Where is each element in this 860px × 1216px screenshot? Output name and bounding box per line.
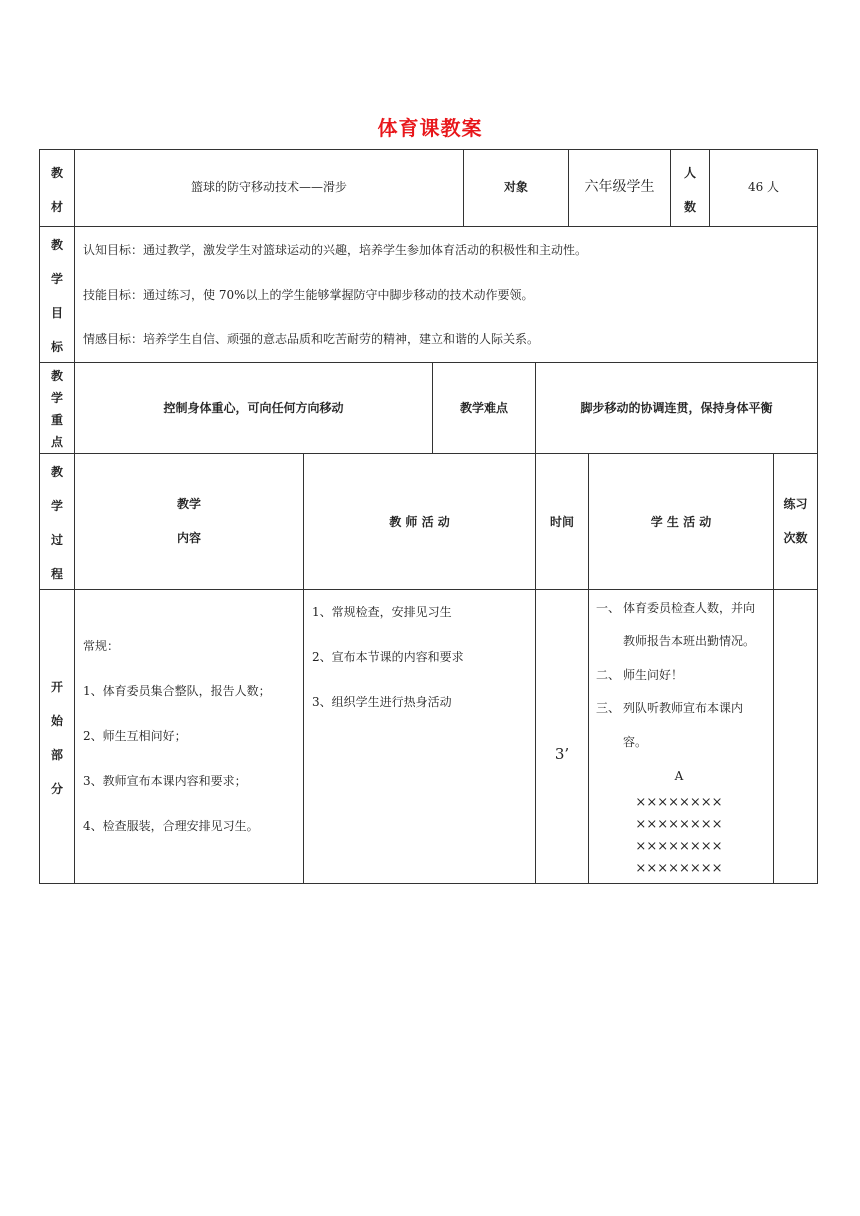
student-item-line: 教师报告本班出勤情况。 [623,634,756,648]
row4-label-char: 过 [50,533,63,547]
row1-label-char: 材 [50,200,63,214]
row4-label-cell [39,453,75,590]
content-header-cell [75,453,304,590]
page-title: 体育课教案 [377,116,483,140]
start-time-cell [536,590,589,884]
object-label: 对象 [503,180,528,194]
row4-label-char: 学 [50,499,63,513]
practice-header-line: 次数 [783,531,808,545]
formation-label: A [674,769,684,783]
student-header-cell [589,453,774,590]
row4-label-char: 程 [50,567,63,581]
student-item-line: 列队听教师宣布本课内 [623,701,744,715]
content-header-line: 教学 [176,497,201,511]
goal-cognitive: 认知目标：通过教学，激发学生对篮球运动的兴趣，培养学生参加体育活动的积极性和主动性。 [83,243,588,257]
start-student-cell [589,590,774,884]
difficulty-label: 教学难点 [459,401,508,415]
time-header-cell [536,453,589,590]
row2-label-cell [39,226,75,363]
row5-label-char: 部 [50,748,63,762]
teacher-activity-line: 3、组织学生进行热身活动 [312,695,452,709]
row2-label-char: 教 [50,238,63,252]
row2-label-char: 目 [50,306,63,320]
count-label-char: 人 [683,166,696,180]
count-label-cell [671,149,710,227]
row3-label-char: 点 [50,435,63,449]
key-point-cell [75,363,433,454]
teacher-header-cell [304,453,536,590]
row5-label-char: 始 [50,714,63,728]
student-item-num: 二、 [596,668,621,682]
object-label-cell [464,149,569,227]
start-content-line: 常规： [83,639,120,653]
count-label-char: 数 [683,200,696,214]
difficulty-cell [536,363,818,454]
difficulty-text: 脚步移动的协调连贯，保持身体平衡 [580,401,773,415]
student-item-num: 一、 [596,601,621,615]
row4-label-char: 教 [50,465,63,479]
row3-label-char: 学 [50,391,63,405]
start-content-line: 3、教师宣布本课内容和要求； [83,774,247,788]
object-value-cell [569,149,671,227]
row5-label-char: 分 [50,782,63,796]
start-time: 3’ [554,745,570,763]
student-item-line: 容。 [623,735,648,749]
formation-row: ×××××××× [635,817,723,832]
student-header: 学 生 活 动 [650,515,712,529]
start-content-line: 4、检查服装，合理安排见习生。 [83,819,259,833]
row5-label-cell [39,590,75,884]
count-value-cell [710,149,818,227]
material-text: 篮球的防守移动技术——滑步 [190,180,347,194]
time-header: 时间 [549,515,574,529]
row2-label-char: 标 [50,340,63,354]
row1-label-char: 教 [50,166,63,180]
teacher-header: 教 师 活 动 [389,515,450,529]
goals-cell [75,226,818,363]
formation-row: ×××××××× [635,861,723,876]
row5-label-char: 开 [50,680,63,694]
row3-label-cell [39,363,75,454]
material-cell [75,149,464,227]
object-value: 六年级学生 [584,179,655,195]
student-item-line: 师生问好！ [623,668,684,682]
practice-header-line: 练习 [783,497,808,511]
formation-row: ×××××××× [635,795,723,810]
start-content-cell [75,590,304,884]
goal-skill: 技能目标：通过练习，使 70%以上的学生能够掌握防守中脚步移动的技术动作要领。 [83,288,534,302]
start-practice-cell [774,590,818,884]
teacher-activity-line: 2、宣布本节课的内容和要求 [312,650,464,664]
start-teacher-cell [304,590,536,884]
row2-label-char: 学 [50,272,63,286]
content-header-line: 内容 [176,531,201,545]
student-item-line: 体育委员检查人数，并向 [623,601,756,615]
start-content-line: 1、体育委员集合整队，报告人数； [83,684,271,698]
formation-row: ×××××××× [635,839,723,854]
count-value: 46 人 [747,180,780,194]
goal-emotion: 情感目标：培养学生自信、顽强的意志品质和吃苦耐劳的精神，建立和谐的人际关系。 [83,332,540,346]
student-item-num: 三、 [596,701,621,715]
row3-label-char: 教 [50,369,63,383]
key-point-text: 控制身体重心，可向任何方向移动 [163,401,344,415]
row1-label-cell [39,149,75,227]
practice-header-cell [774,453,818,590]
teacher-activity-line: 1、常规检查，安排见习生 [312,605,452,619]
row3-label-char: 重 [50,413,63,427]
difficulty-label-cell [433,363,536,454]
start-content-line: 2、师生互相问好； [83,729,187,743]
